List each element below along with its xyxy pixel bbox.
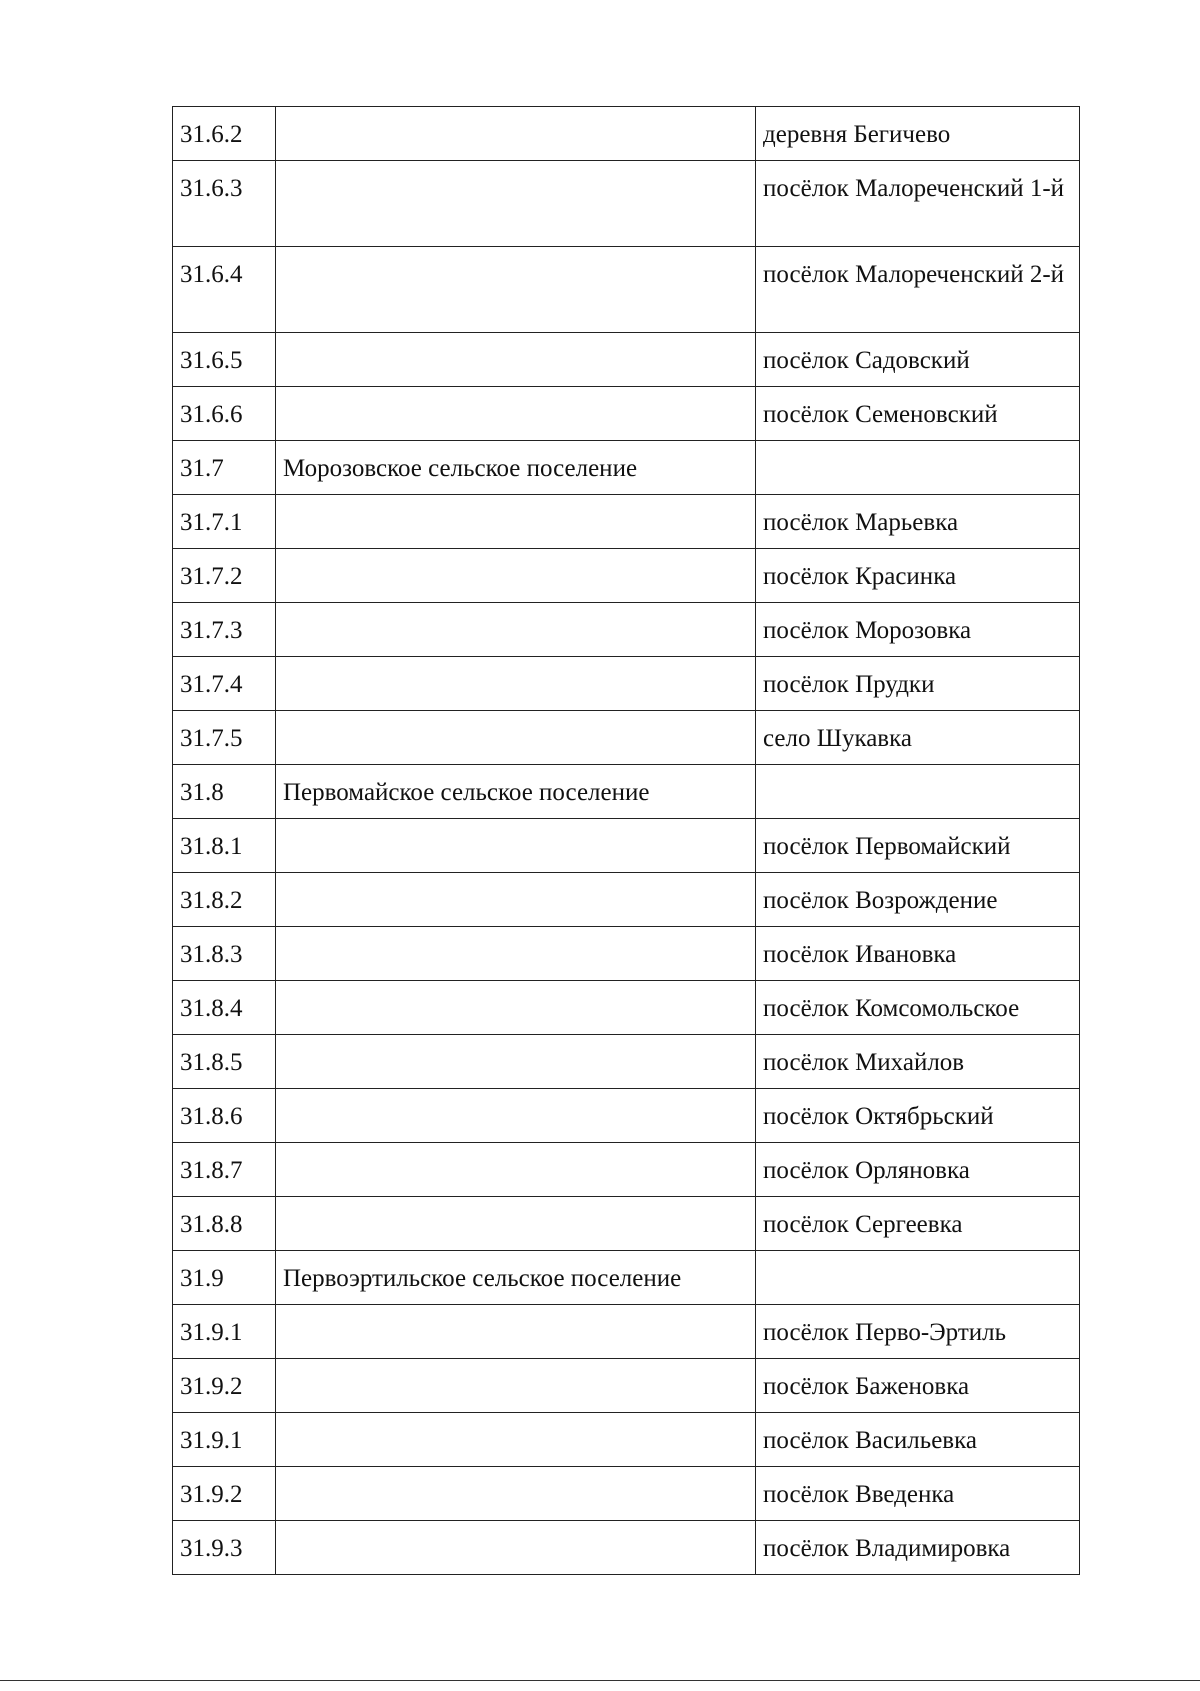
table-row (173, 1305, 1080, 1359)
row-number-cell: 31.9.2 (173, 1467, 276, 1521)
locality-name-cell: посёлок Комсомольское (756, 981, 1080, 1035)
row-number-cell: 31.7.2 (173, 549, 276, 603)
table-row (173, 1251, 1080, 1305)
settlement-name-cell (276, 495, 756, 549)
settlement-name-cell (276, 161, 756, 247)
settlement-name-cell (276, 1359, 756, 1413)
locality-name-cell: посёлок Орляновка (756, 1143, 1080, 1197)
locality-name-cell: посёлок Первомайский (756, 819, 1080, 873)
locality-name-cell: посёлок Морозовка (756, 603, 1080, 657)
settlement-name-cell (276, 819, 756, 873)
row-number-cell: 31.8.4 (173, 981, 276, 1035)
locality-name-cell (756, 441, 1080, 495)
row-number-cell: 31.8.3 (173, 927, 276, 981)
table-row (173, 1359, 1080, 1413)
locality-name-cell: посёлок Баженовка (756, 1359, 1080, 1413)
table-row (173, 657, 1080, 711)
settlement-name-cell: Первоэртильское сельское поселение (276, 1251, 756, 1305)
locality-name-cell: посёлок Малореченский 2-й (756, 247, 1080, 333)
locality-name-cell (756, 765, 1080, 819)
settlement-name-cell (276, 247, 756, 333)
table-row (173, 1413, 1080, 1467)
settlement-name-cell: Первомайское сельское поселение (276, 765, 756, 819)
settlement-name-cell (276, 927, 756, 981)
row-number-cell: 31.8 (173, 765, 276, 819)
table-row (173, 603, 1080, 657)
table-row (173, 247, 1080, 333)
table-row (173, 1143, 1080, 1197)
row-number-cell: 31.7 (173, 441, 276, 495)
table-row (173, 1197, 1080, 1251)
row-number-cell: 31.8.5 (173, 1035, 276, 1089)
table-row (173, 441, 1080, 495)
locality-name-cell: посёлок Семеновский (756, 387, 1080, 441)
settlement-name-cell (276, 1035, 756, 1089)
page-bottom-rule (0, 1680, 1200, 1681)
locality-name-cell: посёлок Марьевка (756, 495, 1080, 549)
settlement-name-cell (276, 657, 756, 711)
settlement-name-cell (276, 981, 756, 1035)
locality-name-cell: посёлок Владимировка (756, 1521, 1080, 1575)
row-number-cell: 31.6.3 (173, 161, 276, 247)
row-number-cell: 31.9.1 (173, 1413, 276, 1467)
table-row (173, 1035, 1080, 1089)
locality-name-cell: посёлок Красинка (756, 549, 1080, 603)
settlement-name-cell (276, 1143, 756, 1197)
locality-name-cell: село Шукавка (756, 711, 1080, 765)
settlement-name-cell (276, 107, 756, 161)
settlement-name-cell (276, 387, 756, 441)
row-number-cell: 31.8.2 (173, 873, 276, 927)
row-number-cell: 31.6.2 (173, 107, 276, 161)
settlement-name-cell (276, 1467, 756, 1521)
settlement-name-cell (276, 1089, 756, 1143)
table-row (173, 711, 1080, 765)
settlement-name-cell (276, 603, 756, 657)
locality-name-cell: посёлок Садовский (756, 333, 1080, 387)
table-row (173, 765, 1080, 819)
row-number-cell: 31.9 (173, 1251, 276, 1305)
table-row (173, 981, 1080, 1035)
locality-name-cell: посёлок Михайлов (756, 1035, 1080, 1089)
row-number-cell: 31.9.1 (173, 1305, 276, 1359)
settlements-table (172, 106, 1080, 1575)
row-number-cell: 31.7.4 (173, 657, 276, 711)
table-row (173, 1521, 1080, 1575)
table-row (173, 819, 1080, 873)
row-number-cell: 31.7.3 (173, 603, 276, 657)
locality-name-cell: посёлок Прудки (756, 657, 1080, 711)
settlement-name-cell (276, 549, 756, 603)
locality-name-cell (756, 1251, 1080, 1305)
settlement-name-cell (276, 1413, 756, 1467)
table-row (173, 495, 1080, 549)
row-number-cell: 31.7.5 (173, 711, 276, 765)
table-row (173, 107, 1080, 161)
row-number-cell: 31.8.6 (173, 1089, 276, 1143)
row-number-cell: 31.6.5 (173, 333, 276, 387)
table-row (173, 927, 1080, 981)
settlement-name-cell (276, 1521, 756, 1575)
locality-name-cell: посёлок Перво-Эртиль (756, 1305, 1080, 1359)
settlement-name-cell (276, 333, 756, 387)
locality-name-cell: посёлок Сергеевка (756, 1197, 1080, 1251)
row-number-cell: 31.9.2 (173, 1359, 276, 1413)
settlement-name-cell (276, 1197, 756, 1251)
locality-name-cell: посёлок Малореченский 1-й (756, 161, 1080, 247)
table-row (173, 1467, 1080, 1521)
locality-name-cell: деревня Бегичево (756, 107, 1080, 161)
row-number-cell: 31.9.3 (173, 1521, 276, 1575)
locality-name-cell: посёлок Ивановка (756, 927, 1080, 981)
settlement-name-cell (276, 711, 756, 765)
locality-name-cell: посёлок Возрождение (756, 873, 1080, 927)
settlement-name-cell (276, 1305, 756, 1359)
row-number-cell: 31.7.1 (173, 495, 276, 549)
table-row (173, 161, 1080, 247)
table-row (173, 1089, 1080, 1143)
row-number-cell: 31.8.1 (173, 819, 276, 873)
row-number-cell: 31.6.4 (173, 247, 276, 333)
row-number-cell: 31.6.6 (173, 387, 276, 441)
settlement-name-cell: Морозовское сельское поселение (276, 441, 756, 495)
row-number-cell: 31.8.8 (173, 1197, 276, 1251)
locality-name-cell: посёлок Васильевка (756, 1413, 1080, 1467)
row-number-cell: 31.8.7 (173, 1143, 276, 1197)
table-row (173, 387, 1080, 441)
table-row (173, 873, 1080, 927)
table-row (173, 549, 1080, 603)
locality-name-cell: посёлок Октябрьский (756, 1089, 1080, 1143)
table-body (173, 107, 1080, 1575)
locality-name-cell: посёлок Введенка (756, 1467, 1080, 1521)
table-row (173, 333, 1080, 387)
settlement-name-cell (276, 873, 756, 927)
